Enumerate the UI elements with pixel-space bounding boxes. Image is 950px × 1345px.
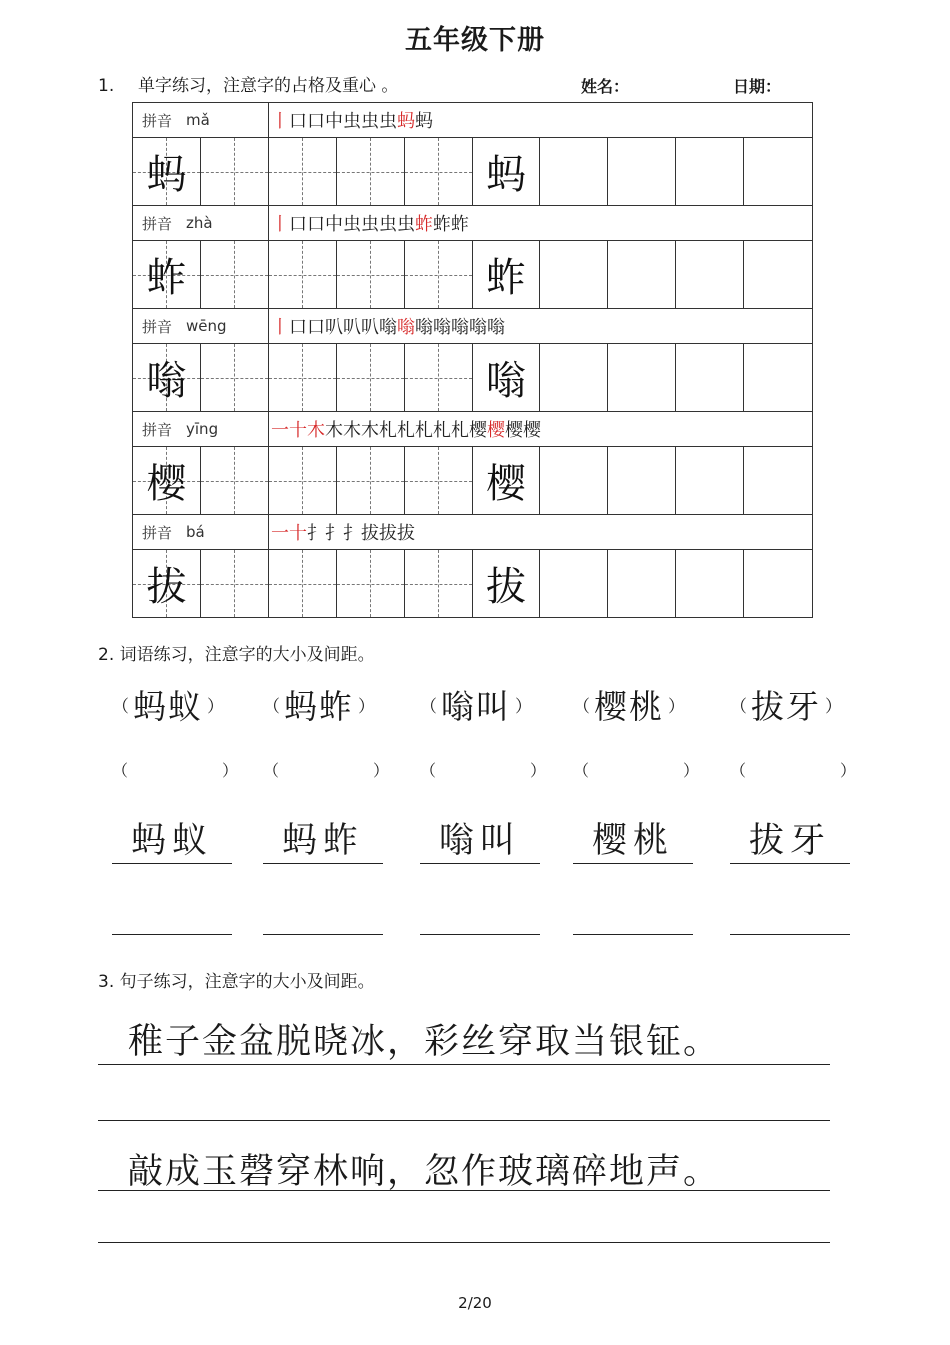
pinyin-row	[133, 103, 812, 138]
sentence-writing-line	[98, 1064, 830, 1065]
stroke-step: 札	[451, 420, 468, 441]
stroke-step: 扌	[343, 523, 360, 544]
pinyin-row	[133, 515, 812, 550]
paren-open: （	[730, 696, 747, 717]
stroke-order	[269, 515, 812, 549]
stroke-step: 口	[289, 111, 306, 132]
stroke-step: 拔	[361, 523, 378, 544]
stroke-step: 丨	[271, 214, 288, 235]
stroke-step: 虫	[361, 111, 378, 132]
word-trace: 蚂蚱	[263, 818, 383, 864]
word-trace: 蚂蚁	[112, 818, 232, 864]
tian-grid-cell	[269, 138, 337, 205]
stroke-step: 嗡	[451, 317, 468, 338]
paren-close: ）	[668, 696, 685, 717]
date-label: 日期：	[733, 77, 782, 96]
blank-cell	[473, 138, 541, 205]
paren-close: ）	[515, 696, 532, 717]
stroke-step: 嗡	[433, 317, 450, 338]
paren-open: （	[263, 761, 280, 780]
blank-cell	[676, 138, 744, 205]
stroke-step: 中	[325, 214, 342, 235]
section3-heading: 3. 句子练习，注意字的大小及间距。	[98, 972, 375, 992]
stroke-step: 扌	[307, 523, 324, 544]
word-model: 樱桃	[594, 686, 664, 726]
tian-grid-cell	[337, 344, 405, 411]
pinyin-value: mǎ	[186, 111, 210, 129]
pinyin-cell	[133, 309, 269, 343]
page-title: 五年级下册	[405, 25, 545, 56]
stroke-step: 一	[271, 523, 288, 544]
word-trace: 樱桃	[573, 818, 693, 864]
tian-grid-cell	[337, 550, 405, 617]
word-blank-line	[420, 893, 540, 935]
stroke-order	[269, 412, 812, 446]
section2-heading: 2. 词语练习，注意字的大小及间距。	[98, 645, 375, 665]
stroke-step: 樱	[505, 420, 522, 441]
pinyin-value: wēng	[186, 317, 227, 335]
stroke-step: 木	[307, 420, 324, 441]
blank-cell	[744, 138, 812, 205]
char-block	[133, 103, 812, 205]
word-blank-line	[263, 893, 383, 935]
blank-cell	[608, 344, 676, 411]
paren-close: ）	[358, 696, 375, 717]
writing-row	[133, 447, 812, 514]
stroke-step: 嗡	[397, 317, 414, 338]
stroke-step: 十	[289, 523, 306, 544]
tian-grid-cell	[405, 241, 473, 308]
word-model: 蚂蚁	[133, 686, 203, 726]
paren-open: （	[112, 761, 129, 780]
word-blank-line	[730, 893, 850, 935]
model-character: 蚂	[485, 152, 526, 198]
tian-grid-cell	[269, 241, 337, 308]
tian-grid-cell	[269, 447, 337, 514]
tian-grid-cell	[133, 447, 201, 514]
pinyin-label: 拼音	[142, 523, 173, 542]
blank-cell	[540, 344, 608, 411]
pinyin-row	[133, 206, 812, 241]
model-character: 樱	[485, 461, 526, 507]
word-with-parens	[730, 684, 842, 724]
stroke-step: 口	[289, 214, 306, 235]
stroke-step: 木	[361, 420, 378, 441]
stroke-step: 木	[343, 420, 360, 441]
paren-open: （	[573, 696, 590, 717]
writing-row	[133, 550, 812, 617]
pinyin-cell	[133, 412, 269, 446]
stroke-step: 虫	[361, 214, 378, 235]
stroke-step: 叭	[325, 317, 342, 338]
sentence-trace: 稚子金盆脱晓冰，彩丝穿取当银钲。	[128, 1022, 721, 1062]
stroke-step: 嗡	[487, 317, 504, 338]
writing-row	[133, 344, 812, 411]
stroke-step: 扌	[325, 523, 342, 544]
blank-cell	[676, 344, 744, 411]
tian-grid-cell	[201, 550, 269, 617]
tian-grid-cell	[405, 550, 473, 617]
pinyin-cell	[133, 515, 269, 549]
tian-grid-cell	[133, 344, 201, 411]
stroke-order	[269, 103, 812, 137]
stroke-step: 口	[289, 317, 306, 338]
sentence-writing-line	[98, 1190, 830, 1191]
pinyin-cell	[133, 103, 269, 137]
stroke-step: 蚱	[415, 214, 432, 235]
model-character: 嗡	[146, 358, 187, 404]
stroke-step: 十	[289, 420, 306, 441]
paren-close: ）	[207, 696, 224, 717]
blank-cell	[540, 550, 608, 617]
stroke-step: 蚂	[397, 111, 414, 132]
word-with-parens	[420, 684, 532, 724]
tian-grid-cell	[337, 241, 405, 308]
paren-open: （	[420, 761, 437, 780]
stroke-step: 樱	[469, 420, 486, 441]
stroke-step: 叭	[343, 317, 360, 338]
stroke-step: 嗡	[415, 317, 432, 338]
character-practice-grid	[132, 102, 813, 618]
model-character: 蚂	[146, 152, 187, 198]
word-trace: 嗡叫	[420, 818, 540, 864]
paren-close: ）	[840, 761, 857, 780]
stroke-step: 蚱	[451, 214, 468, 235]
stroke-step: 蚱	[433, 214, 450, 235]
stroke-step: 中	[325, 111, 342, 132]
tian-grid-cell	[201, 447, 269, 514]
page-number: 2/20	[458, 1294, 492, 1312]
sentence-writing-line	[98, 1242, 830, 1243]
model-character: 蚱	[146, 255, 187, 301]
pinyin-value: zhà	[186, 214, 213, 232]
tian-grid-cell	[405, 138, 473, 205]
stroke-step: 虫	[379, 111, 396, 132]
name-label: 姓名：	[581, 77, 630, 96]
paren-open: （	[730, 761, 747, 780]
stroke-step: 口	[307, 111, 324, 132]
stroke-step: 叭	[361, 317, 378, 338]
stroke-step: 拔	[397, 523, 414, 544]
tian-grid-cell	[269, 550, 337, 617]
pinyin-value: bá	[186, 523, 205, 541]
tian-grid-cell	[269, 344, 337, 411]
blank-cell	[676, 241, 744, 308]
paren-close: ）	[530, 761, 547, 780]
word-blank-line	[573, 893, 693, 935]
stroke-order	[269, 309, 812, 343]
blank-cell	[473, 241, 541, 308]
blank-cell	[608, 241, 676, 308]
stroke-order	[269, 206, 812, 240]
word-model: 拔牙	[751, 686, 821, 726]
pinyin-label: 拼音	[142, 317, 173, 336]
paren-close: ）	[222, 761, 239, 780]
pinyin-row	[133, 412, 812, 447]
tian-grid-cell	[201, 344, 269, 411]
stroke-step: 一	[271, 420, 288, 441]
blank-cell	[540, 138, 608, 205]
model-character: 蚱	[485, 255, 526, 301]
stroke-step: 札	[397, 420, 414, 441]
blank-cell	[540, 241, 608, 308]
tian-grid-cell	[201, 138, 269, 205]
blank-cell	[608, 138, 676, 205]
tian-grid-cell	[405, 344, 473, 411]
paren-close: ）	[373, 761, 390, 780]
word-blank-line	[112, 893, 232, 935]
word-model: 蚂蚱	[284, 686, 354, 726]
model-character: 嗡	[485, 358, 526, 404]
stroke-step: 虫	[343, 214, 360, 235]
pinyin-value: yīng	[186, 420, 219, 438]
stroke-step: 木	[325, 420, 342, 441]
stroke-step: 札	[433, 420, 450, 441]
stroke-step: 樱	[487, 420, 504, 441]
blank-cell	[473, 447, 541, 514]
tian-grid-cell	[405, 447, 473, 514]
char-block	[133, 411, 812, 514]
stroke-step: 口	[307, 317, 324, 338]
tian-grid-cell	[133, 241, 201, 308]
stroke-step: 丨	[271, 111, 288, 132]
tian-grid-cell	[337, 447, 405, 514]
section1-number: 1.	[98, 76, 115, 96]
stroke-step: 嗡	[379, 317, 396, 338]
stroke-step: 嗡	[469, 317, 486, 338]
blank-cell	[744, 241, 812, 308]
word-trace: 拔牙	[730, 818, 850, 864]
paren-close: ）	[825, 696, 842, 717]
model-character: 樱	[146, 461, 187, 507]
writing-row	[133, 241, 812, 308]
blank-cell	[608, 550, 676, 617]
paren-close: ）	[683, 761, 700, 780]
blank-cell	[473, 344, 541, 411]
blank-cell	[540, 447, 608, 514]
blank-cell	[744, 550, 812, 617]
char-block	[133, 205, 812, 308]
blank-cell	[676, 447, 744, 514]
stroke-step: 虫	[397, 214, 414, 235]
model-character: 拔	[146, 564, 187, 610]
stroke-step: 蚂	[415, 111, 432, 132]
writing-row	[133, 138, 812, 205]
stroke-step: 虫	[343, 111, 360, 132]
tian-grid-cell	[133, 550, 201, 617]
paren-open: （	[263, 696, 280, 717]
paren-open: （	[112, 696, 129, 717]
section1-text: 单字练习，注意字的占格及重心 。	[138, 76, 399, 96]
stroke-step: 札	[379, 420, 396, 441]
blank-cell	[744, 344, 812, 411]
word-with-parens	[112, 684, 224, 724]
word-with-parens	[263, 684, 375, 724]
tian-grid-cell	[133, 138, 201, 205]
paren-open: （	[573, 761, 590, 780]
model-character: 拔	[485, 564, 526, 610]
pinyin-row	[133, 309, 812, 344]
pinyin-label: 拼音	[142, 420, 173, 439]
section1-heading	[98, 71, 398, 96]
pinyin-cell	[133, 206, 269, 240]
word-model: 嗡叫	[441, 686, 511, 726]
pinyin-label: 拼音	[142, 111, 173, 130]
blank-cell	[608, 447, 676, 514]
stroke-step: 丨	[271, 317, 288, 338]
sentence-writing-line	[98, 1120, 830, 1121]
stroke-step: 虫	[379, 214, 396, 235]
word-with-parens	[573, 684, 685, 724]
tian-grid-cell	[337, 138, 405, 205]
sentence-trace: 敲成玉磬穿林响，忽作玻璃碎地声。	[128, 1152, 721, 1192]
tian-grid-cell	[201, 241, 269, 308]
blank-cell	[473, 550, 541, 617]
stroke-step: 口	[307, 214, 324, 235]
blank-cell	[676, 550, 744, 617]
stroke-step: 樱	[523, 420, 540, 441]
stroke-step: 拔	[379, 523, 396, 544]
pinyin-label: 拼音	[142, 214, 173, 233]
char-block	[133, 514, 812, 617]
blank-cell	[744, 447, 812, 514]
char-block	[133, 308, 812, 411]
paren-open: （	[420, 696, 437, 717]
stroke-step: 札	[415, 420, 432, 441]
